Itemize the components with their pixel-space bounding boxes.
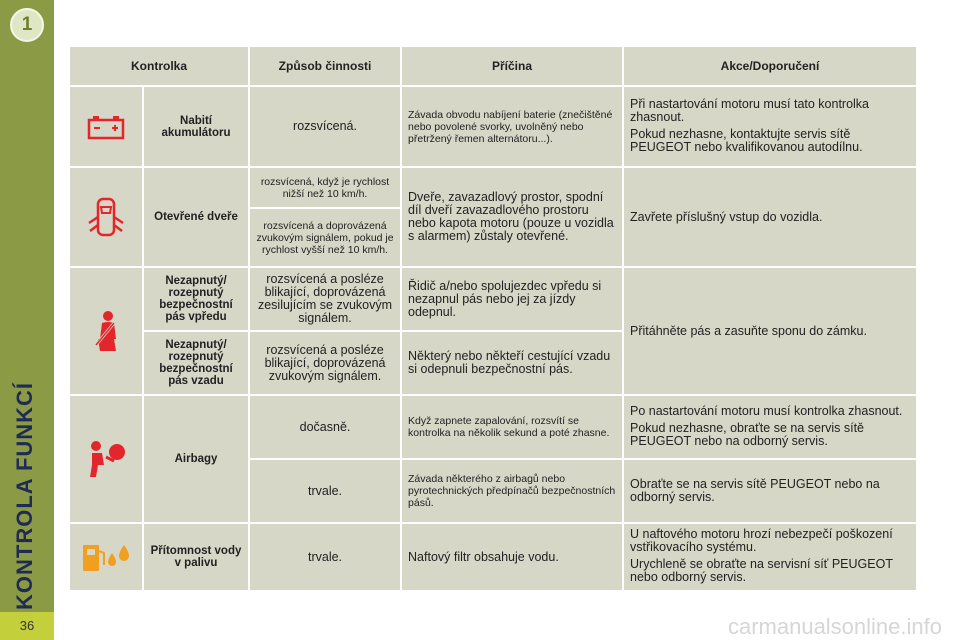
airbag-cause-1: Když zapnete zapalování, rozsvítí se kontrolka na několik sekund a poté zhasne. <box>402 396 622 458</box>
warning-lights-table <box>68 45 918 592</box>
chapter-number: 1 <box>21 14 33 35</box>
page-number: 36 <box>0 612 54 640</box>
chapter-badge <box>10 8 44 42</box>
table-row-water <box>70 524 916 590</box>
airbag-operation-1: dočasně. <box>250 396 400 458</box>
doors-action: Zavřete příslušný vstup do vozidla. <box>624 168 916 266</box>
header-akce: Akce/Doporučení <box>624 47 916 85</box>
table-row-belt-front <box>70 268 916 330</box>
section-title: KONTROLA FUNKCÍ <box>12 381 37 610</box>
airbag-action-1b: Pokud nezhasne, obraťte se na servis sítě PEUGEOT nebo na odborný servis. <box>630 420 865 448</box>
water-icon-cell <box>70 524 142 590</box>
belt-rear-name: Nezapnutý/ rozepnutý bezpečnostní pás vzadu <box>144 332 248 394</box>
doors-cause: Dveře, zavazadlový prostor, spodní díl dveří zavazadlového prostoru nebo kapota motoru (pouze u vozidla s alarmem) zůstaly otevřené. <box>402 168 622 266</box>
car-doors-open-icon <box>86 195 126 239</box>
belt-front-cause: Řidič a/nebo spolujezdec vpředu si nezapnul pás nebo jej za jízdy odepnul. <box>402 268 622 330</box>
doors-operation-2: rozsvícená a doprovázená zvukovým signálem, pokud je rychlost vyšší než 10 km/h. <box>250 209 400 266</box>
table-row-airbag-1 <box>70 396 916 458</box>
doors-operation-1: rozsvícená, když je rychlost nižší než 10 km/h. <box>250 168 400 207</box>
airbag-operation-2: trvale. <box>250 460 400 522</box>
water-cause: Naftový filtr obsahuje vodu. <box>402 524 622 590</box>
battery-action <box>624 87 916 166</box>
doors-icon-cell <box>70 168 142 266</box>
header-pricina: Příčina <box>402 47 622 85</box>
water-in-fuel-icon <box>79 541 133 573</box>
airbag-action-1 <box>624 396 916 458</box>
battery-action-1: Při nastartování motoru musí tato kontrolka zhasnout. <box>630 96 870 124</box>
airbag-icon <box>84 439 128 479</box>
battery-cause: Závada obvodu nabíjení baterie (znečištěné nebo povolené svorky, uvolněný nebo přetržený řemen alternátoru...). <box>402 87 622 166</box>
water-action <box>624 524 916 590</box>
header-row <box>70 47 916 85</box>
water-operation: trvale. <box>250 524 400 590</box>
airbag-cause-2: Závada některého z airbagů nebo pyrotechnických předpínačů bezpečnostních pásů. <box>402 460 622 522</box>
battery-name: Nabití akumulátoru <box>144 87 248 166</box>
water-name: Přítomnost vody v palivu <box>144 524 248 590</box>
belt-front-operation: rozsvícená a posléze blikající, doprovázená zesilujícím se zvukovým signálem. <box>250 268 400 330</box>
airbag-action-1a: Po nastartování motoru musí kontrolka zhasnout. <box>630 403 903 418</box>
battery-icon <box>86 114 126 140</box>
belt-rear-cause: Některý nebo někteří cestující vzadu si odepnuli bezpečnostní pás. <box>402 332 622 394</box>
belt-action: Přitáhněte pás a zasuňte sponu do zámku. <box>624 268 916 394</box>
airbag-name: Airbagy <box>144 396 248 522</box>
sidebar <box>0 0 54 640</box>
belt-icon-cell <box>70 268 142 394</box>
battery-operation: rozsvícená. <box>250 87 400 166</box>
header-kontrolka: Kontrolka <box>70 47 248 85</box>
doors-name: Otevřené dveře <box>144 168 248 266</box>
table-row-doors-1 <box>70 168 916 207</box>
belt-front-name: Nezapnutý/ rozepnutý bezpečnostní pás vpředu <box>144 268 248 330</box>
water-action-2: Urychleně se obraťte na servisní síť PEUGEOT nebo odborný servis. <box>630 557 893 584</box>
table-row-battery <box>70 87 916 166</box>
water-action-1: U naftového motoru hrozí nebezpečí poškození vstřikovacího systému. <box>630 527 893 554</box>
airbag-icon-cell <box>70 396 142 522</box>
belt-rear-operation: rozsvícená a posléze blikající, doprovázená zvukovým signálem. <box>250 332 400 394</box>
battery-action-2: Pokud nezhasne, kontaktujte servis sítě PEUGEOT nebo kvalifikovanou autodílnu. <box>630 126 863 154</box>
seatbelt-icon <box>88 309 124 353</box>
header-zpusob: Způsob činnosti <box>250 47 400 85</box>
watermark: carmanualsonline.info <box>727 614 942 639</box>
battery-icon-cell <box>70 87 142 166</box>
airbag-action-2: Obraťte se na servis sítě PEUGEOT nebo na odborný servis. <box>624 460 916 522</box>
